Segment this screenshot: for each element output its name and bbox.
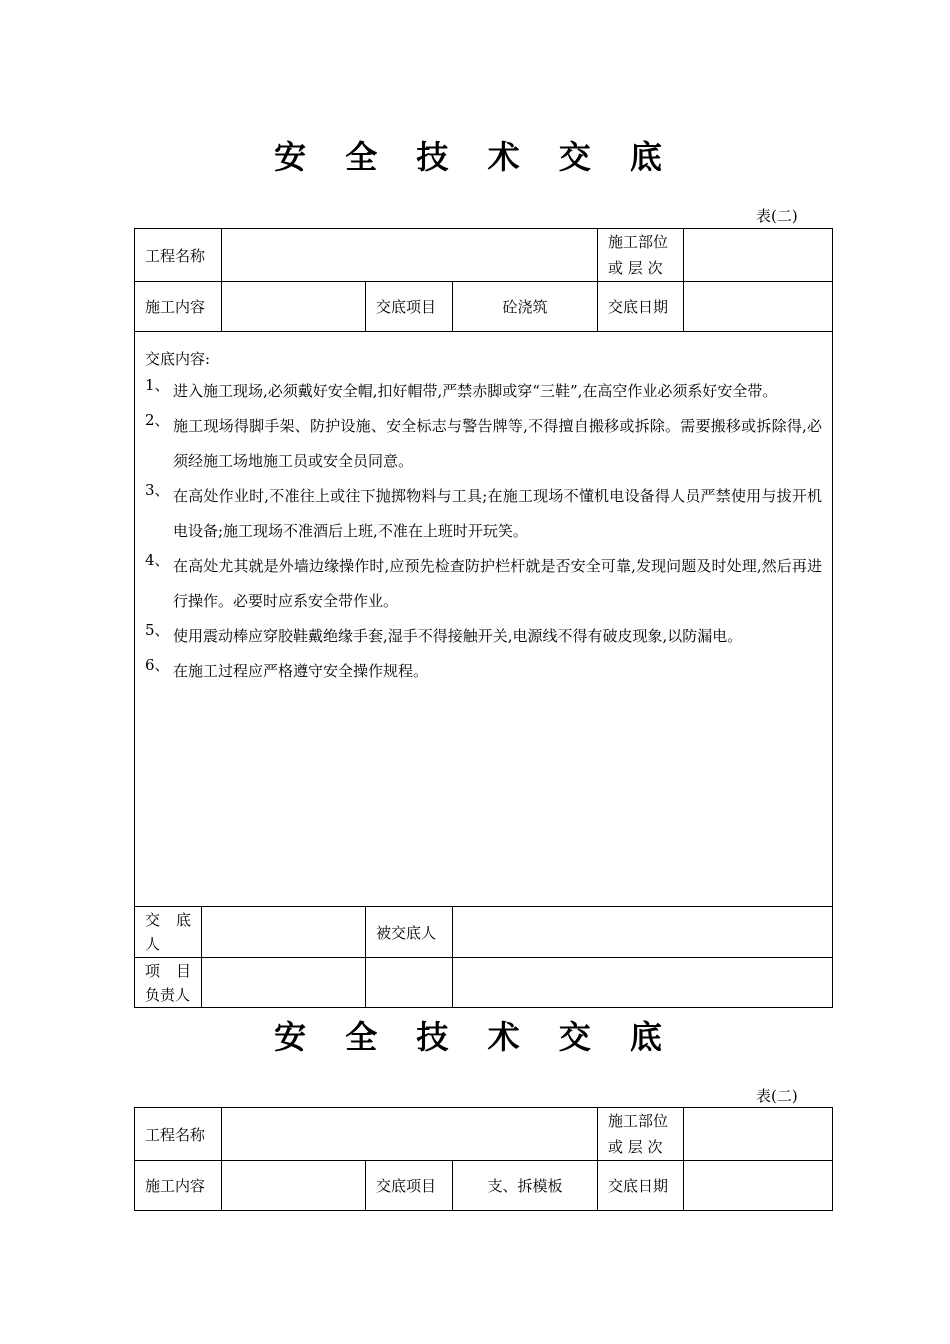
project-name-label: 工程名称	[135, 1108, 222, 1161]
project-name-field[interactable]	[222, 1108, 598, 1161]
content-cell	[135, 332, 833, 907]
manager-label-a: 项	[145, 961, 161, 980]
date-field[interactable]	[684, 282, 833, 332]
project-name-label: 工程名称	[135, 229, 222, 282]
location-label	[598, 1108, 684, 1161]
list-item	[145, 374, 822, 409]
manager-signature-field[interactable]	[453, 958, 833, 1008]
location-field[interactable]	[684, 229, 833, 282]
item-label: 交底项目	[366, 282, 453, 332]
page-title-2: 安 全 技 术 交 底	[274, 1018, 676, 1056]
project-name-field[interactable]	[222, 229, 598, 282]
list-item	[145, 654, 822, 689]
item-text: 在高处作业时,不准往上或往下抛掷物料与工具;在施工现场不懂机电设备得人员严禁使用与拔开机电设备;施工现场不准酒后上班,不准在上班时开玩笑。	[173, 487, 823, 540]
item-value[interactable]: 砼浇筑	[453, 282, 598, 332]
item-number: 2、	[145, 411, 170, 429]
work-content-label: 施工内容	[135, 1161, 222, 1211]
discloser-label	[135, 907, 202, 958]
location-label-line2: 或 层 次	[608, 1138, 663, 1156]
discloser-label-a: 交	[145, 911, 161, 929]
location-label-line1: 施工部位	[608, 1112, 669, 1130]
item-value[interactable]: 支、拆模板	[453, 1161, 598, 1211]
list-item	[145, 479, 822, 549]
form-tag-2: 表(二)	[756, 1087, 798, 1105]
form-tag: 表(二)	[756, 207, 798, 225]
work-content-label: 施工内容	[135, 282, 222, 332]
work-content-field[interactable]	[222, 1161, 366, 1211]
discloser-field[interactable]	[202, 907, 366, 958]
receiver-label: 被交底人	[366, 907, 453, 958]
location-label	[598, 229, 684, 282]
item-text: 进入施工现场,必须戴好安全帽,扣好帽带,严禁赤脚或穿“三鞋”,在高空作业必须系好安全带。	[173, 382, 778, 400]
content-heading: 交底内容:	[145, 350, 211, 368]
item-number: 5、	[145, 621, 170, 639]
manager-extra-field[interactable]	[366, 958, 453, 1008]
date-label: 交底日期	[598, 282, 684, 332]
manager-label-c: 负责人	[145, 985, 191, 1004]
date-label: 交底日期	[598, 1161, 684, 1211]
item-label: 交底项目	[366, 1161, 453, 1211]
list-item	[145, 619, 822, 654]
manager-field[interactable]	[202, 958, 366, 1008]
item-text: 在高处尤其就是外墙边缘操作时,应预先检查防护栏杆就是否安全可靠,发现问题及时处理,然后再进行操作。必要时应系安全带作业。	[173, 557, 823, 610]
list-item	[145, 409, 822, 479]
location-label-line2: 或 层 次	[608, 259, 663, 277]
work-content-field[interactable]	[222, 282, 366, 332]
date-field[interactable]	[684, 1161, 833, 1211]
location-label-line1: 施工部位	[608, 233, 669, 251]
discloser-label-b: 底	[175, 911, 191, 929]
item-text: 使用震动棒应穿胶鞋戴绝缘手套,湿手不得接触开关,电源线不得有破皮现象,以防漏电。	[173, 627, 743, 645]
item-number: 1、	[145, 376, 170, 394]
item-number: 3、	[145, 481, 170, 499]
page-title: 安 全 技 术 交 底	[274, 138, 676, 176]
location-field[interactable]	[684, 1108, 833, 1161]
disclosure-form	[134, 228, 833, 1008]
list-item	[145, 549, 822, 619]
discloser-label-c: 人	[145, 935, 161, 953]
manager-label-b: 目	[175, 961, 191, 980]
disclosure-form-2	[134, 1107, 833, 1211]
item-number: 6、	[145, 656, 170, 674]
item-text: 施工现场得脚手架、防护设施、安全标志与警告牌等,不得擅自搬移或拆除。需要搬移或拆除得,必须经施工场地施工员或安全员同意。	[173, 417, 823, 470]
item-text: 在施工过程应严格遵守安全操作规程。	[173, 662, 429, 680]
receiver-field[interactable]	[453, 907, 833, 958]
item-number: 4、	[145, 551, 170, 569]
manager-label	[135, 958, 202, 1008]
